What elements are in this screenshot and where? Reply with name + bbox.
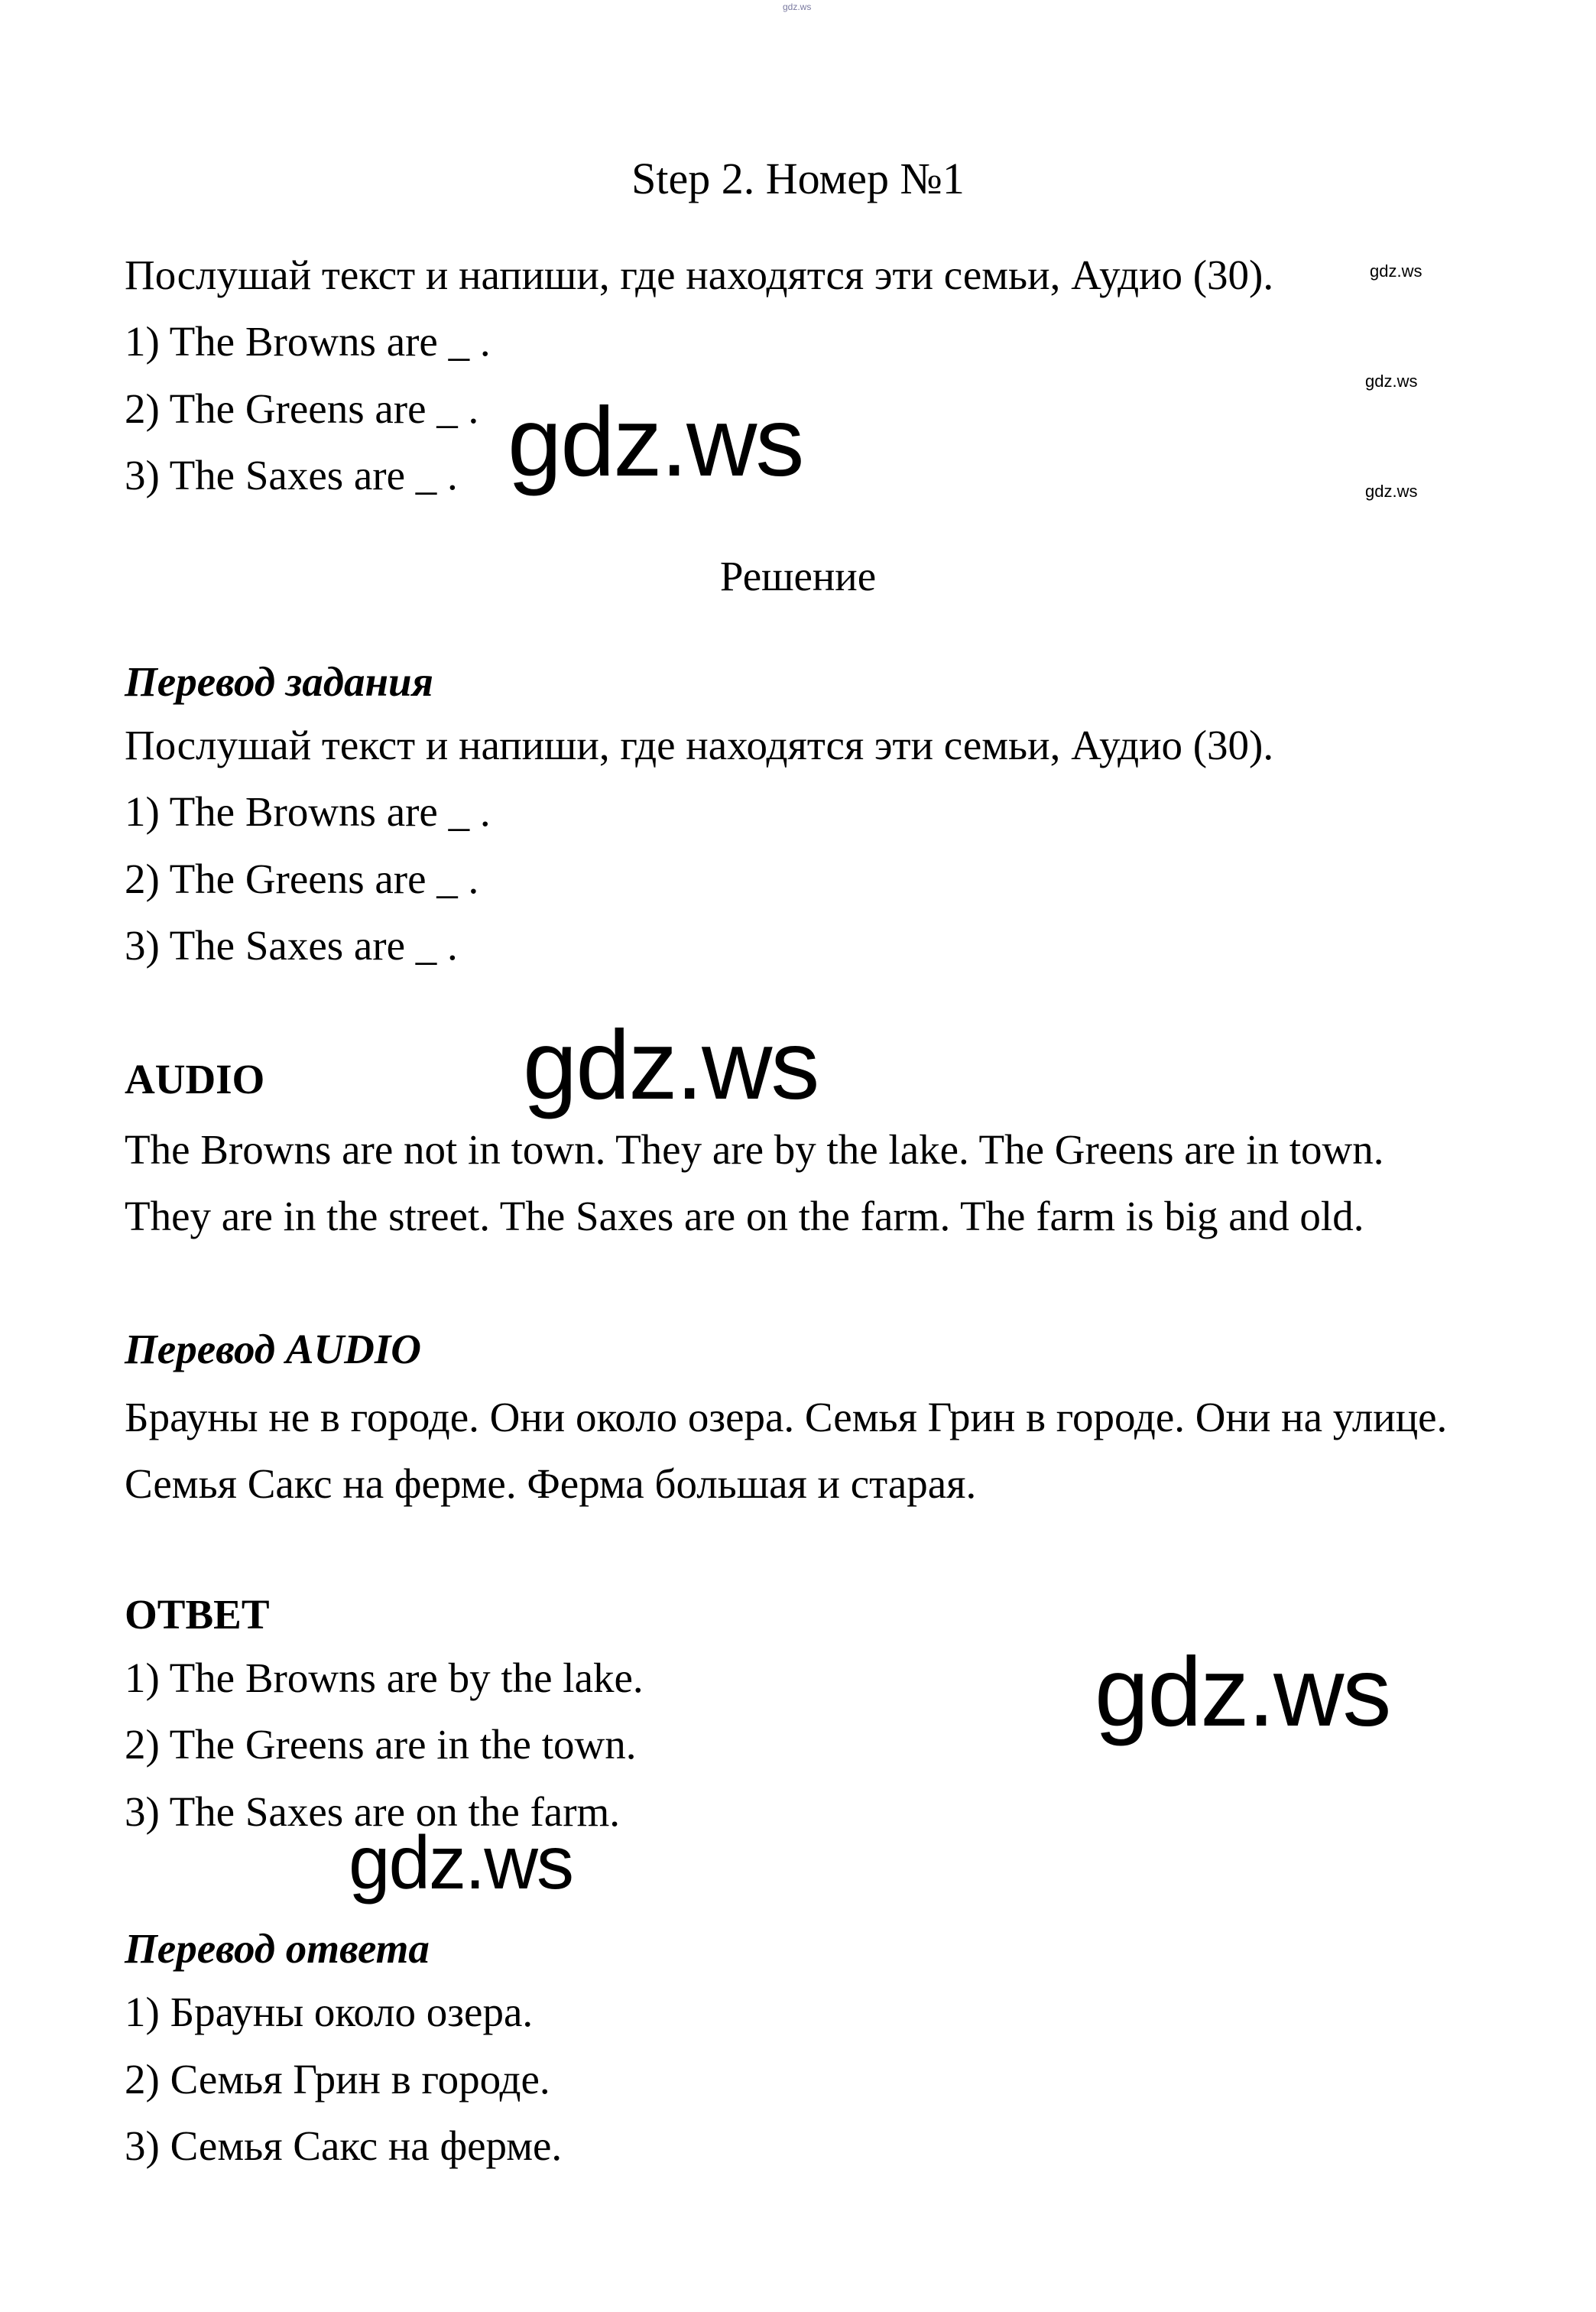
- task-instruction: Послушай текст и напиши, где находятся эти семьи, Аудио (30).: [125, 252, 1274, 298]
- answer-translation-heading: Перевод ответа: [125, 1925, 430, 1972]
- page-title: Step 2. Номер №1: [631, 154, 965, 203]
- audio-heading: AUDIO: [125, 1056, 265, 1102]
- solution-title: Решение: [719, 553, 877, 599]
- translation-heading: Перевод задания: [125, 658, 433, 705]
- translation-item-2: 2) The Greens are _ .: [125, 856, 479, 902]
- answer-translation-item-1: 1) Брауны около озера.: [125, 1989, 534, 2035]
- watermark-big-4: gdz.ws: [349, 1820, 573, 1904]
- watermark-small-3: gdz.ws: [1365, 482, 1418, 501]
- task-item-1: 1) The Browns are _ .: [125, 318, 491, 365]
- watermark-small-2: gdz.ws: [1365, 372, 1418, 391]
- answer-heading: ОТВЕТ: [125, 1591, 270, 1638]
- answer-item-1: 1) The Browns are by the lake.: [125, 1654, 644, 1701]
- translation-item-1: 1) The Browns are _ .: [125, 788, 491, 835]
- answer-item-3: 3) The Saxes are on the farm.: [125, 1788, 621, 1835]
- answer-translation-item-3: 3) Семья Сакс на ферме.: [125, 2122, 563, 2169]
- translation-instruction: Послушай текст и напиши, где находятся эти семьи, Аудио (30).: [125, 722, 1274, 768]
- watermark-big-2: gdz.ws: [523, 1011, 819, 1120]
- watermark-big-1: gdz.ws: [508, 388, 803, 497]
- task-item-3: 3) The Saxes are _ .: [125, 452, 458, 498]
- watermark-big-3: gdz.ws: [1095, 1638, 1390, 1747]
- watermark-top: gdz.ws: [783, 2, 812, 12]
- answer-item-2: 2) The Greens are in the town.: [125, 1721, 637, 1768]
- answer-translation-item-2: 2) Семья Грин в городе.: [125, 2056, 550, 2103]
- watermark-small-1: gdz.ws: [1370, 261, 1422, 281]
- translation-item-3: 3) The Saxes are _ .: [125, 922, 458, 969]
- audio-text: The Browns are not in town. They are by the lake. The Greens are in town. They are in the street. The Saxes are on the farm. The farm is big and old.: [125, 1126, 1384, 1239]
- audio-translation-text: Брауны не в городе. Они около озера. Семья Грин в городе. Они на улице. Семья Сакс на ферме. Ферма большая и старая.: [125, 1394, 1448, 1507]
- task-item-2: 2) The Greens are _ .: [125, 385, 479, 432]
- audio-translation-heading: Перевод AUDIO: [125, 1326, 422, 1372]
